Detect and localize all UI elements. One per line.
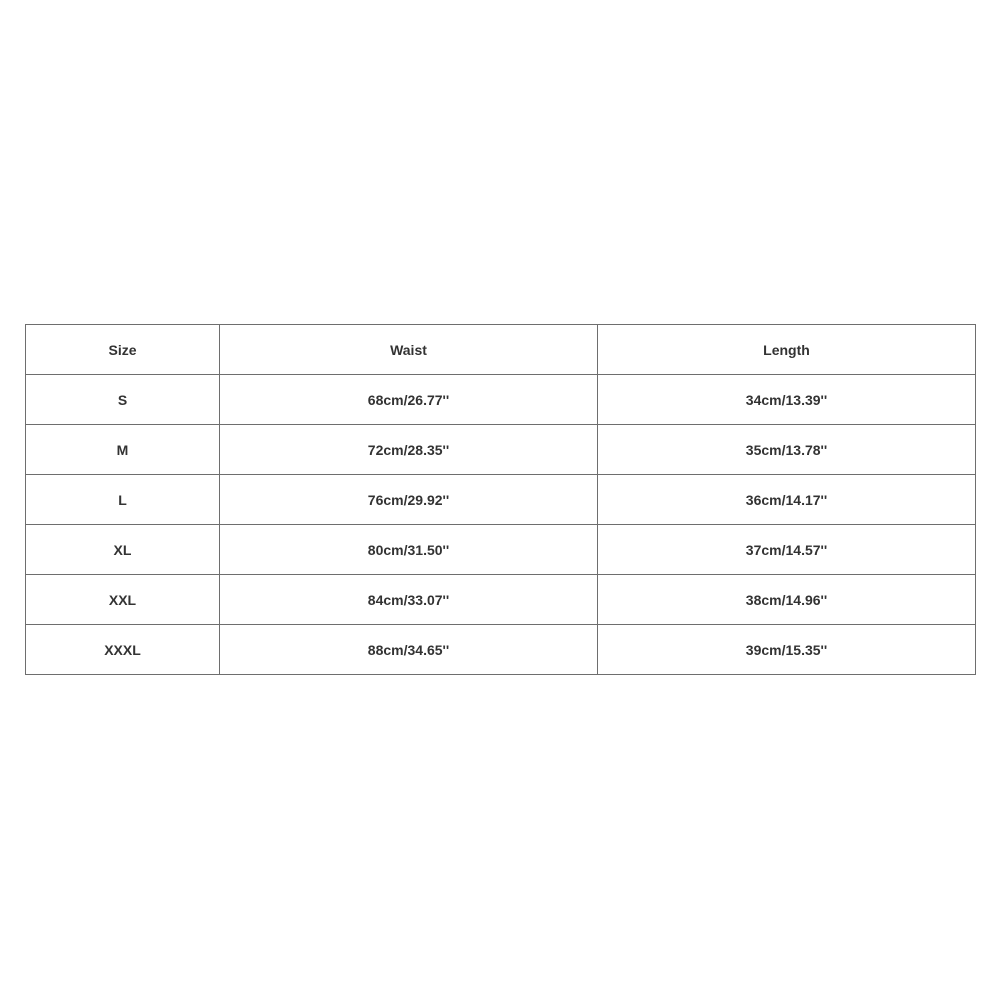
table-row <box>26 475 976 525</box>
table-row <box>26 375 976 425</box>
cell-length: 34cm/13.39'' <box>598 375 976 425</box>
header-length: Length <box>598 325 976 375</box>
cell-length: 37cm/14.57'' <box>598 525 976 575</box>
cell-size: XXXL <box>26 625 220 675</box>
table-row <box>26 425 976 475</box>
cell-length: 35cm/13.78'' <box>598 425 976 475</box>
header-waist: Waist <box>220 325 598 375</box>
cell-waist: 88cm/34.65'' <box>220 625 598 675</box>
cell-waist: 72cm/28.35'' <box>220 425 598 475</box>
cell-length: 38cm/14.96'' <box>598 575 976 625</box>
header-size: Size <box>26 325 220 375</box>
cell-length: 36cm/14.17'' <box>598 475 976 525</box>
table-header-row <box>26 325 976 375</box>
cell-waist: 76cm/29.92'' <box>220 475 598 525</box>
cell-size: M <box>26 425 220 475</box>
cell-waist: 84cm/33.07'' <box>220 575 598 625</box>
cell-waist: 80cm/31.50'' <box>220 525 598 575</box>
cell-size: XL <box>26 525 220 575</box>
table-row <box>26 625 976 675</box>
table-row <box>26 525 976 575</box>
table-row <box>26 575 976 625</box>
cell-size: L <box>26 475 220 525</box>
cell-length: 39cm/15.35'' <box>598 625 976 675</box>
cell-waist: 68cm/26.77'' <box>220 375 598 425</box>
size-chart-table <box>25 324 976 675</box>
cell-size: XXL <box>26 575 220 625</box>
cell-size: S <box>26 375 220 425</box>
